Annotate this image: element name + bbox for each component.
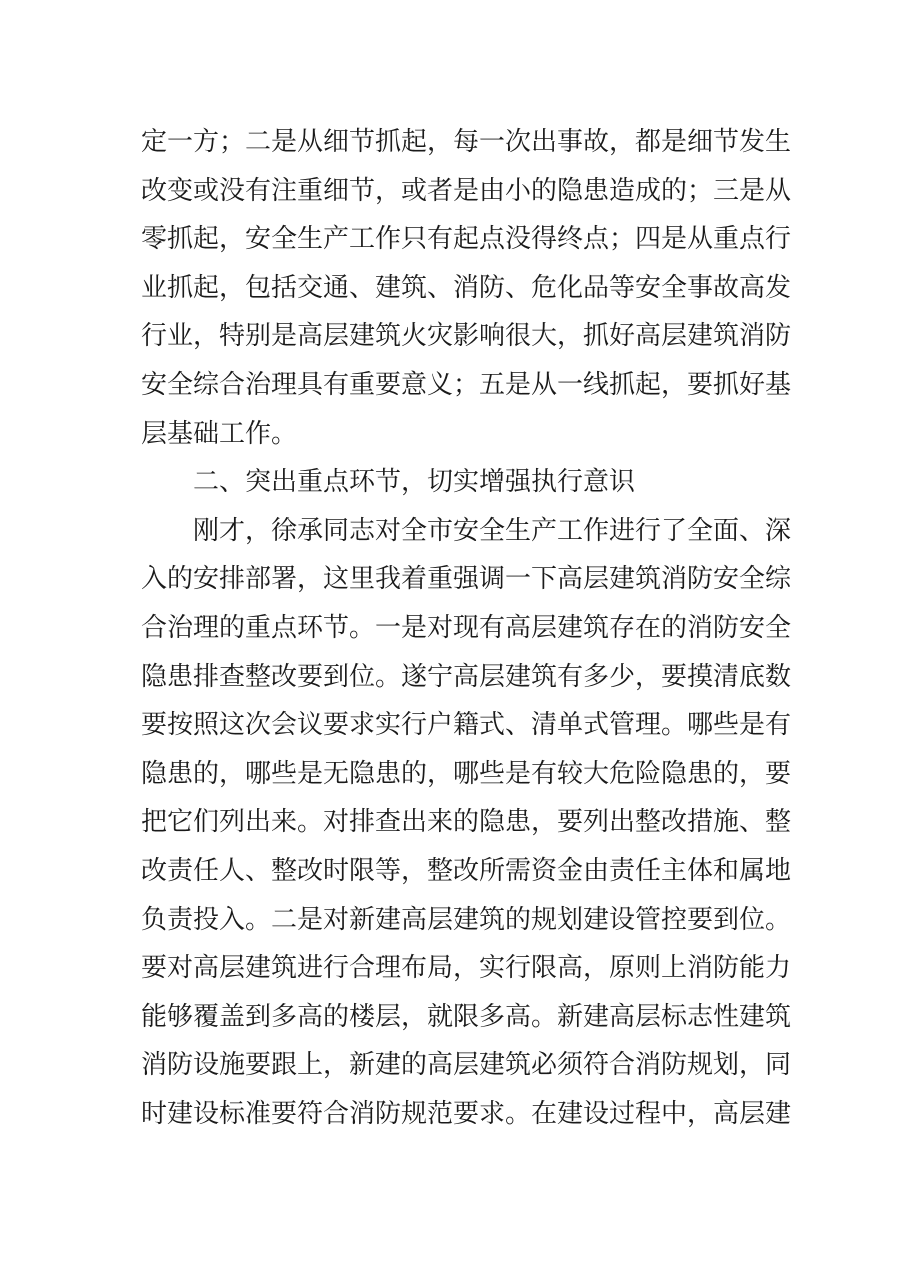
text-line: 合治理的重点环节。一是对现有高层建筑存在的消防安全: [141, 612, 792, 643]
text-line: 要对高层建筑进行合理布局，实行限高，原则上消防能力: [141, 953, 792, 984]
body-text: [141, 118, 792, 1138]
text-line: 改变或没有注重细节，或者是由小的隐患造成的；三是从: [141, 175, 792, 206]
text-line: 零抓起，安全生产工作只有起点没得终点；四是从重点行: [141, 224, 792, 255]
text-line: 能够覆盖到多高的楼层，就限多高。新建高层标志性建筑: [141, 1001, 792, 1032]
text-line: 隐患排查整改要到位。遂宁高层建筑有多少，要摸清底数: [141, 661, 792, 692]
section-heading: 二、突出重点环节，切实增强执行意识: [193, 467, 636, 498]
text-line: 时建设标准要符合消防规范要求。在建设过程中，高层建: [141, 1098, 792, 1129]
text-line: 改责任人、整改时限等，整改所需资金由责任主体和属地: [141, 855, 792, 886]
text-line: 负责投入。二是对新建高层建筑的规划建设管控要到位。: [141, 904, 792, 935]
text-line: 要按照这次会议要求实行户籍式、清单式管理。哪些是有: [141, 710, 792, 741]
text-line: 安全综合治理具有重要意义；五是从一线抓起，要抓好基: [141, 369, 792, 400]
text-line: 定一方；二是从细节抓起，每一次出事故，都是细节发生: [141, 127, 792, 157]
text-line: 刚才，徐承同志对全市安全生产工作进行了全面、深: [193, 515, 792, 546]
text-line: 行业，特别是高层建筑火灾影响很大，抓好高层建筑消防: [141, 321, 792, 352]
text-line: 消防设施要跟上，新建的高层建筑必须符合消防规划，同: [141, 1050, 792, 1081]
text-line: 业抓起，包括交通、建筑、消防、危化品等安全事故高发: [141, 272, 792, 303]
text-line: 把它们列出来。对排查出来的隐患，要列出整改措施、整: [141, 807, 792, 838]
text-line: 隐患的，哪些是无隐患的，哪些是有较大危险隐患的，要: [141, 758, 792, 789]
text-line: 层基础工作。: [141, 418, 298, 449]
text-line: 入的安排部署，这里我着重强调一下高层建筑消防安全综: [141, 564, 792, 595]
